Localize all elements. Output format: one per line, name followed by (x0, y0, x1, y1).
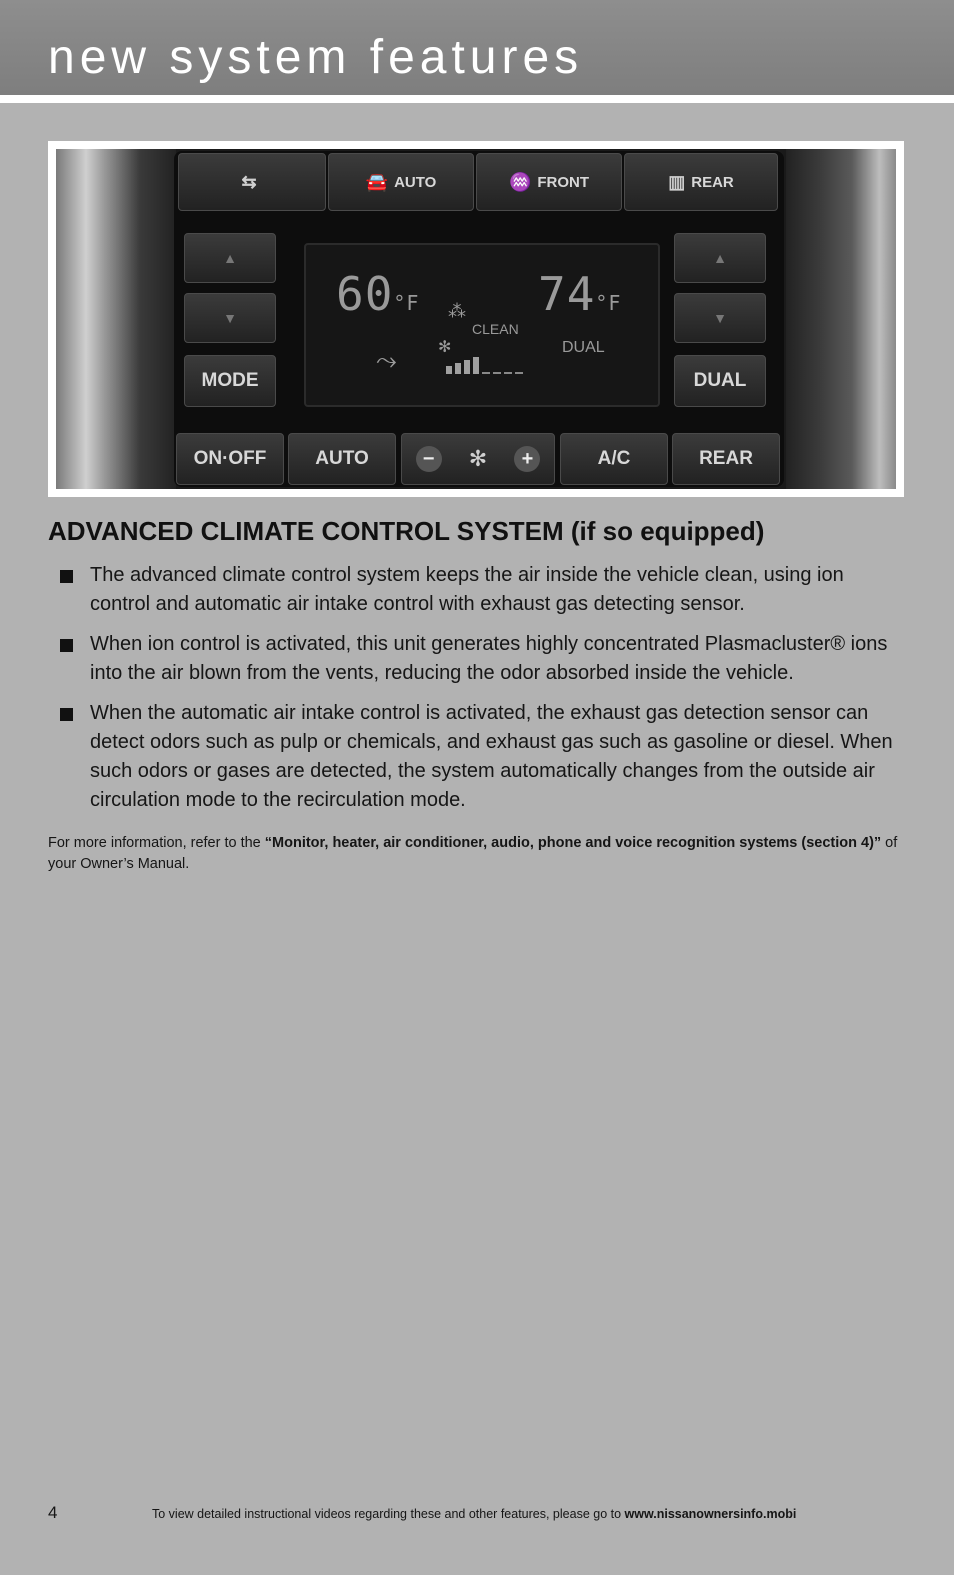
climate-control-panel (56, 149, 896, 489)
bullet-square-icon (60, 708, 73, 721)
left-temp-down-button (184, 293, 276, 343)
car-intake-icon: 🚘 (365, 171, 389, 192)
clean-indicator: CLEAN (472, 321, 519, 337)
up-arrow-icon: ▲ (713, 250, 727, 266)
right-temp-down-button (674, 293, 766, 343)
ion-icon: ⁂ (448, 301, 466, 321)
rear-defrost-button: ▥ REAR (624, 153, 778, 211)
fan-bar-empty (504, 372, 512, 374)
manual-reference: For more information, refer to the “Monitor, heater, air conditioner, audio, phone and voice recognition systems (section 4)” of your Owner’s Manual. (48, 835, 898, 872)
mode-button: MODE (184, 355, 276, 407)
list-item: The advanced climate control system keeps the air inside the vehicle clean, using ion control and automatic air intake control with exhaust gas detecting sensor. (48, 561, 908, 619)
list-item: When ion control is activated, this unit generates highly concentrated Plasmacluster® ions into the air blown from the vents, reducing the odor absorbed inside the vehicle. (48, 630, 908, 688)
section-heading: ADVANCED CLIMATE CONTROL SYSTEM (if so equipped) (48, 516, 765, 546)
fan-icon: ✻ (468, 446, 488, 471)
left-temp-readout: 60°F (336, 267, 420, 321)
dual-indicator: DUAL (562, 339, 605, 356)
footer-note: To view detailed instructional videos regarding these and other features, please go to www.nissanownersinfo.mobi (152, 1507, 797, 1521)
recirculation-button (178, 153, 326, 211)
front-defrost-icon: ♒ (508, 171, 532, 192)
fan-bar-empty (482, 372, 490, 374)
list-item: When the automatic air intake control is activated, the exhaust gas detection sensor can detect odors such as pulp or chemicals, and exhaust gas such as gasoline or diesel. When such odors or gases are detected, the system automatically changes from the outside air circulation mode to the recirculation mode. (48, 699, 908, 815)
fan-bar (464, 360, 470, 374)
right-temp-up-button (674, 233, 766, 283)
airflow-mode-icon: ⤳ (376, 345, 397, 375)
dash-trim-right (786, 149, 896, 489)
climate-control-photo (48, 141, 904, 497)
fan-plus-button: + (514, 446, 540, 472)
up-arrow-icon: ▲ (223, 250, 237, 266)
fan-icon: ✻ (438, 339, 452, 356)
fan-bar-empty (493, 372, 501, 374)
auto-intake-button: 🚘 AUTO (328, 153, 474, 211)
right-temp-readout: 74°F (538, 267, 622, 321)
fan-bar (455, 363, 461, 374)
ac-button: A/C (560, 433, 668, 485)
fan-bar (473, 357, 479, 374)
footer-link[interactable]: www.nissanownersinfo.mobi (624, 1507, 797, 1521)
down-arrow-icon: ▼ (713, 310, 727, 326)
lcd-display (304, 243, 660, 407)
bullet-square-icon (60, 570, 73, 583)
manual-section-title: “Monitor, heater, air conditioner, audio, phone and voice recognition systems (section 4)” (264, 835, 882, 851)
on-off-button: ON·OFF (176, 433, 284, 485)
page-title: new system features (48, 31, 584, 84)
header-divider (0, 95, 954, 103)
fan-bar (446, 366, 452, 374)
fan-speed-control (401, 433, 555, 485)
rear-button: REAR (672, 433, 780, 485)
front-defrost-button: ♒ FRONT (476, 153, 622, 211)
bullet-square-icon (60, 639, 73, 652)
page-header (0, 0, 954, 95)
auto-button: AUTO (288, 433, 396, 485)
rear-defrost-icon: ▥ (668, 171, 686, 192)
feature-list (48, 561, 908, 826)
dash-trim-left (56, 149, 176, 489)
down-arrow-icon: ▼ (223, 310, 237, 326)
fan-speed-bars (446, 357, 523, 374)
fan-bar-empty (515, 372, 523, 374)
recirculation-car-icon: ⇆ (241, 171, 257, 192)
dual-button: DUAL (674, 355, 766, 407)
page-number: 4 (48, 1503, 58, 1522)
fan-minus-button: − (416, 446, 442, 472)
climate-unit (174, 151, 784, 487)
left-temp-up-button (184, 233, 276, 283)
